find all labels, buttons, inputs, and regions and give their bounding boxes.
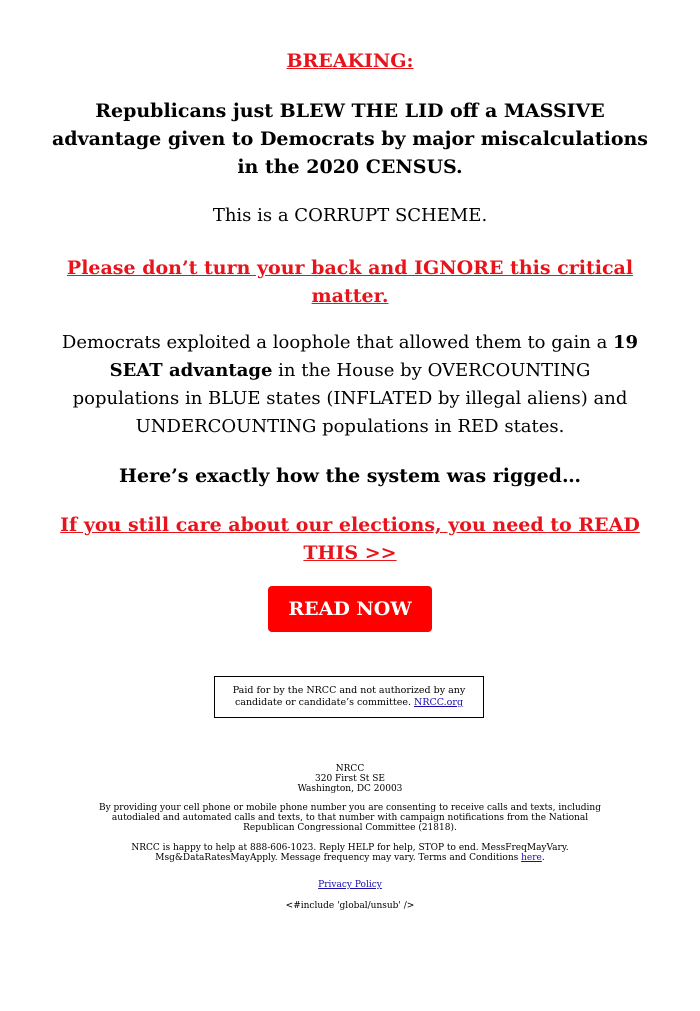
disclaimer-text: Paid for by the NRCC and not authorized by any candidate or candidate’s committee. bbox=[232, 685, 466, 708]
privacy-paragraph bbox=[0, 880, 700, 890]
breaking-headline: BREAKING: bbox=[286, 50, 414, 72]
body-text-start: Democrats exploited a loophole that allowed them to gain a bbox=[61, 332, 614, 353]
unsub-placeholder: <#include 'global/unsub' /> bbox=[285, 901, 415, 911]
rigged-line: Here’s exactly how the system was rigged… bbox=[119, 465, 581, 487]
footer-street: 320 First St SE bbox=[315, 774, 385, 784]
help-text: NRCC is happy to help at 888-606-1023. Reply HELP for help, STOP to end. MessFreqMayVary. Msg&DataRatesMayApply. Message frequency may vary. Terms and Conditions bbox=[131, 843, 569, 863]
help-text-end: . bbox=[541, 853, 545, 863]
footer-consent-text: By providing your cell phone or mobile phone number you are consenting to receive calls and texts, including autodialed and automated calls and texts, to that number with campaign notifications from the National Republican Congressional Committee (21818). bbox=[98, 803, 601, 833]
body-paragraph bbox=[55, 329, 645, 441]
seat-advantage-bold: 19 SEAT advantage bbox=[109, 332, 639, 381]
corrupt-scheme-line: This is a CORRUPT SCHEME. bbox=[212, 205, 488, 226]
read-now-button[interactable]: READ NOW bbox=[268, 586, 432, 632]
privacy-policy-link[interactable]: Privacy Policy bbox=[318, 880, 382, 890]
read-link-paragraph bbox=[55, 511, 645, 567]
footer-address bbox=[0, 764, 700, 794]
nrcc-link[interactable]: NRCC.org bbox=[414, 697, 464, 708]
terms-here-link[interactable]: here bbox=[521, 853, 542, 863]
census-subhead: Republicans just BLEW THE LID off a MASSIVE advantage given to Democrats by major miscalculations in the 2020 CENSUS. bbox=[51, 100, 648, 178]
plea-link-paragraph bbox=[55, 254, 645, 310]
body-text-end: in the House by OVERCOUNTING populations in BLUE states (INFLATED by illegal aliens) and UNDERCOUNTING populations in RED states. bbox=[72, 360, 628, 437]
footer-help-text bbox=[95, 843, 605, 863]
footer-city: Washington, DC 20003 bbox=[297, 784, 403, 794]
plea-link[interactable]: Please don’t turn your back and IGNORE this critical matter. bbox=[66, 257, 634, 307]
read-this-link[interactable]: If you still care about our elections, you need to READ THIS >> bbox=[60, 514, 640, 564]
paid-for-disclaimer-box bbox=[214, 676, 484, 718]
footer-org: NRCC bbox=[335, 764, 365, 774]
